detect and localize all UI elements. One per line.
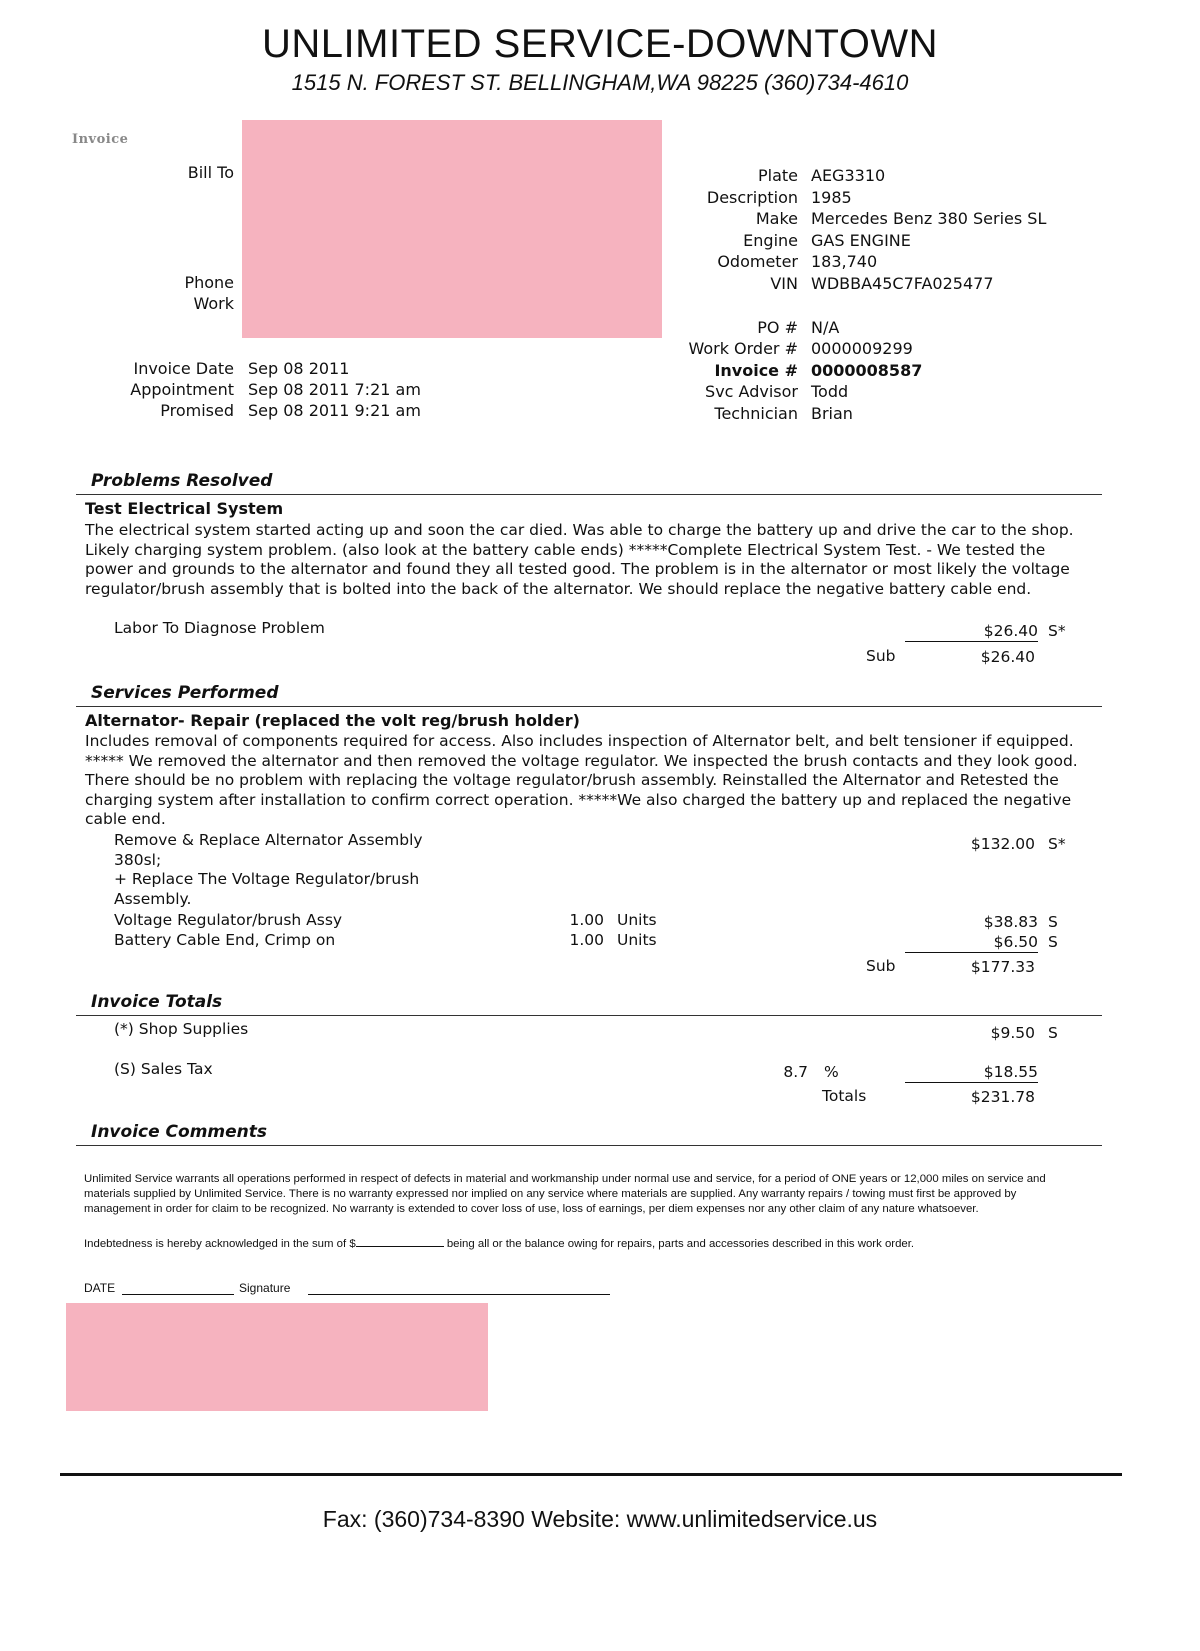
service-description: Includes removal of components required for access. Also includes inspection of Alternator belt, and belt tensioner if equipped. ***** We removed the alternator and then removed the voltage regulator. We inspected the brush contacts and they look good. There should be no problem with replacing the voltage regulator/brush assembly. Reinstalled the Alternator and Retested the charging system after installation to confirm correct operation. *****We also charged the battery up and replaced the negative cable end. (85, 732, 1078, 828)
problems-section-title: Problems Resolved (91, 471, 273, 491)
problem-description: The electrical system started acting up and soon the car died. Was able to charge the battery up and drive the car to the shop. Likely charging system problem. (also look at the battery cable ends) *****Complete Electrical System Test. - We tested the power and grounds to the alternator and found they all tested good. The problem is in the alternator or most likely the voltage regulator/brush assembly that is bolted into the back of the alternator. We should replace the negative battery cable end. (85, 521, 1074, 598)
date-field-value: Sep 08 2011 7:21 am (248, 380, 421, 399)
service-labor-code: S* (1048, 835, 1066, 853)
divider (76, 1015, 1102, 1016)
totals-label: Totals (822, 1087, 867, 1105)
order-field-label: Technician (714, 403, 798, 423)
service-labor-line: Remove & Replace Alternator Assembly (114, 831, 423, 849)
problem-labor-code: S* (1048, 622, 1066, 640)
date-field-value: Sep 08 2011 (248, 359, 350, 378)
vehicle-field-value: GAS ENGINE (811, 230, 911, 250)
sales-tax-label: (S) Sales Tax (114, 1060, 213, 1078)
divider (76, 1145, 1102, 1146)
vehicle-field-label: Make (755, 209, 798, 229)
vehicle-field-label: VIN (770, 274, 798, 293)
order-field-value: 0000008587 (811, 360, 923, 380)
vehicle-field-label: Plate (757, 166, 798, 185)
service-labor-line: 380sl; (114, 850, 162, 869)
problem-labor-amount: $26.40 (905, 622, 1038, 642)
order-field-label: PO # (757, 318, 798, 337)
part-tax-code: S (1048, 913, 1058, 931)
company-name: UNLIMITED SERVICE-DOWNTOWN (262, 22, 938, 66)
order-field-value: Brian (811, 403, 853, 423)
vehicle-field-label: Engine (743, 230, 798, 250)
indebtedness-lead: Indebtedness is hereby acknowledged in the sum of $ (84, 1238, 356, 1250)
totals-amount: $231.78 (970, 1088, 1035, 1106)
redacted-signature (66, 1303, 488, 1411)
divider (76, 494, 1102, 495)
vehicle-field-value: Mercedes Benz 380 Series SL (811, 209, 1047, 229)
part-amount: $6.50 (905, 933, 1038, 953)
date-label: DATE (84, 1281, 116, 1295)
order-field-label: Svc Advisor (705, 382, 798, 402)
work-label: Work (193, 294, 234, 313)
sales-tax-percent: % (824, 1063, 839, 1081)
date-field-label: Appointment (130, 380, 234, 399)
vehicle-field-value: 1985 (811, 187, 852, 207)
service-labor-amount: $132.00 (970, 835, 1035, 853)
shop-supplies-amount: $9.50 (990, 1024, 1035, 1042)
vehicle-field-value: AEG3310 (811, 166, 886, 185)
service-sub-amount: $177.33 (970, 958, 1035, 976)
indebtedness-text (84, 1235, 1084, 1252)
bill-to-label: Bill To (187, 163, 234, 182)
document-label: Invoice (72, 132, 129, 147)
order-field-value: Todd (811, 382, 849, 402)
footer-contact: Fax: (360)734-8390 Website: www.unlimitedservice.us (322, 1506, 878, 1532)
service-labor-line: + Replace The Voltage Regulator/brush (114, 870, 420, 889)
totals-section-title: Invoice Totals (91, 992, 223, 1012)
order-field-label: Invoice # (714, 360, 798, 380)
order-field-value: 0000009299 (811, 339, 913, 359)
problem-sub-amount: $26.40 (980, 648, 1035, 666)
part-tax-code: S (1048, 933, 1058, 951)
date-field-label: Promised (160, 401, 234, 420)
part-amount: $38.83 (983, 913, 1038, 931)
part-unit: Units (617, 911, 657, 929)
signature-label: Signature (239, 1281, 291, 1295)
footer-rule (60, 1473, 1122, 1476)
service-labor-line: Assembly. (114, 889, 192, 908)
date-field-value: Sep 08 2011 9:21 am (248, 401, 421, 420)
signature-line (308, 1294, 610, 1295)
date-field-label: Invoice Date (133, 359, 234, 378)
shop-supplies-code: S (1048, 1024, 1058, 1042)
order-field-label: Work Order # (688, 339, 798, 359)
service-sub-label: Sub (866, 957, 896, 975)
shop-supplies-label: (*) Shop Supplies (114, 1020, 249, 1038)
services-section-title: Services Performed (91, 683, 279, 703)
warranty-text: Unlimited Service warrants all operations performed in respect of defects in material and workmanship under normal use and service, for a period of ONE years or 12,000 miles on service and materials supplied by Unlimited Service. There is no warranty expressed nor implied on any service where materials are supplied. Any warranty repairs / towing must first be approved by management in order for claim to be recognized. No warranty is extended to cover loss of use, loss of earnings, per diem expenses nor any other claim of any nature whatsoever. (84, 1173, 1046, 1215)
part-description: Battery Cable End, Crimp on (114, 931, 336, 949)
service-job-title: Alternator- Repair (replaced the volt reg/brush holder) (85, 711, 580, 730)
part-description: Voltage Regulator/brush Assy (114, 911, 343, 929)
redacted-customer-info (242, 120, 662, 338)
problem-sub-label: Sub (866, 647, 896, 665)
vehicle-field-value: 183,740 (811, 252, 878, 272)
sales-tax-amount: $18.55 (905, 1063, 1038, 1083)
phone-label: Phone (184, 273, 234, 292)
order-field-value: N/A (811, 318, 840, 337)
part-quantity: 1.00 (569, 931, 604, 949)
part-unit: Units (617, 931, 657, 949)
company-address: 1515 N. FOREST ST. BELLINGHAM,WA 98225 (360)734-4610 (291, 70, 909, 95)
problem-labor-desc: Labor To Diagnose Problem (114, 619, 325, 637)
indebtedness-rest: being all or the balance owing for repairs, parts and accessories described in this work order. (446, 1238, 915, 1250)
comments-section-title: Invoice Comments (91, 1122, 268, 1142)
date-line (122, 1294, 234, 1295)
vehicle-field-label: Odometer (717, 252, 798, 272)
amount-blank (356, 1235, 444, 1247)
problem-job-title: Test Electrical System (85, 499, 284, 518)
sales-tax-rate: 8.7 (783, 1063, 808, 1081)
vehicle-field-label: Description (706, 187, 798, 207)
part-quantity: 1.00 (569, 911, 604, 929)
vehicle-field-value: WDBBA45C7FA025477 (811, 274, 994, 293)
divider (76, 706, 1102, 707)
